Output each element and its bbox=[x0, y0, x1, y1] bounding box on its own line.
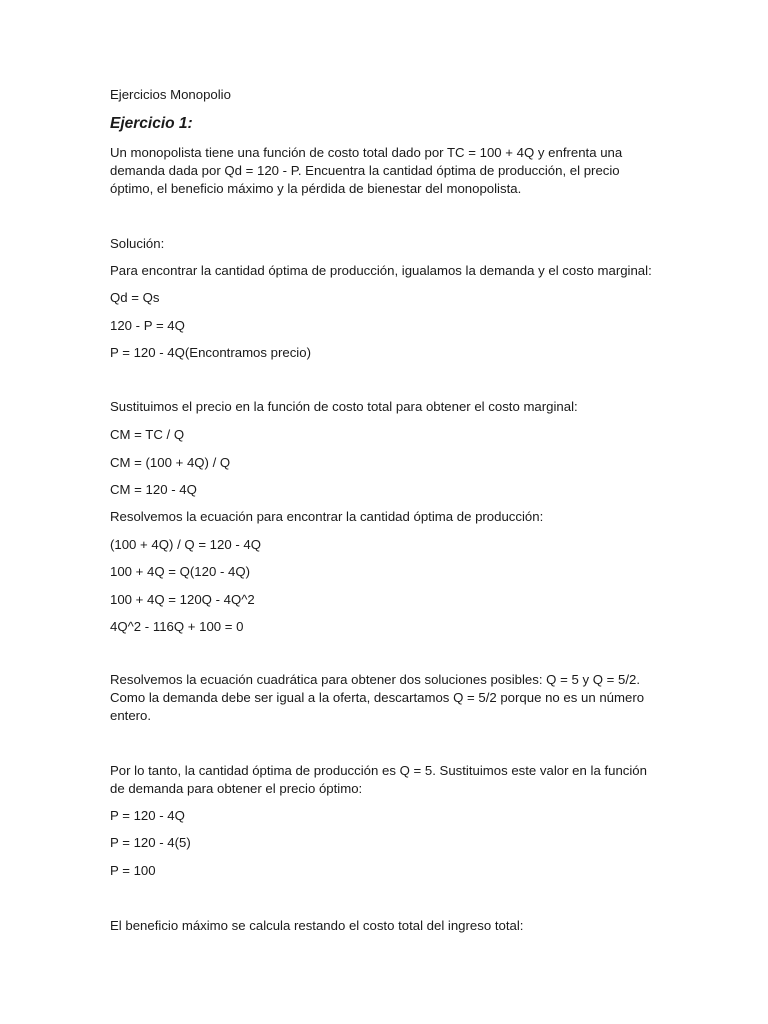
optimal-paragraph: Por lo tanto, la cantidad óptima de producción es Q = 5. Sustituimos este valor en la función de demanda para obtener el precio óptimo: bbox=[110, 763, 647, 797]
equation-line: CM = (100 + 4Q) / Q bbox=[110, 455, 231, 470]
exercise-heading: Ejercicio 1: bbox=[110, 115, 193, 132]
benefit-intro: El beneficio máximo se calcula restando el costo total del ingreso total: bbox=[110, 918, 524, 933]
equation-line: Qd = Qs bbox=[110, 290, 160, 305]
equation-line: 120 - P = 4Q bbox=[110, 318, 185, 333]
step3-intro: Resolvemos la ecuación para encontrar la cantidad óptima de producción: bbox=[110, 509, 544, 524]
step1-intro: Para encontrar la cantidad óptima de producción, igualamos la demanda y el costo marginal: bbox=[110, 263, 652, 278]
equation-line: 4Q^2 - 116Q + 100 = 0 bbox=[110, 619, 244, 634]
problem-statement: Un monopolista tiene una función de costo total dado por TC = 100 + 4Q y enfrenta una demanda dada por Qd = 120 - P. Encuentra la cantidad óptima de producción, el precio óptimo, el beneficio máximo y la pérdida de bienestar del monopolista. bbox=[110, 145, 623, 197]
equation-line: P = 120 - 4Q(Encontramos precio) bbox=[110, 345, 311, 360]
equation-line: P = 120 - 4Q bbox=[110, 808, 185, 823]
equation-line: CM = 120 - 4Q bbox=[110, 482, 197, 497]
equation-line: 100 + 4Q = Q(120 - 4Q) bbox=[110, 564, 251, 579]
equation-line: P = 100 bbox=[110, 863, 156, 878]
equation-line: P = 120 - 4(5) bbox=[110, 835, 191, 850]
equation-line: 100 + 4Q = 120Q - 4Q^2 bbox=[110, 592, 255, 607]
quadratic-paragraph: Resolvemos la ecuación cuadrática para obtener dos soluciones posibles: Q = 5 y Q = 5/2. Como la demanda debe ser igual a la oferta, descartamos Q = 5/2 porque no es un número entero. bbox=[110, 672, 645, 724]
solution-label: Solución: bbox=[110, 236, 165, 251]
step2-intro: Sustituimos el precio en la función de costo total para obtener el costo marginal: bbox=[110, 399, 578, 414]
equation-line: CM = TC / Q bbox=[110, 427, 185, 442]
equation-line: (100 + 4Q) / Q = 120 - 4Q bbox=[110, 537, 261, 552]
document-title: Ejercicios Monopolio bbox=[110, 87, 231, 102]
